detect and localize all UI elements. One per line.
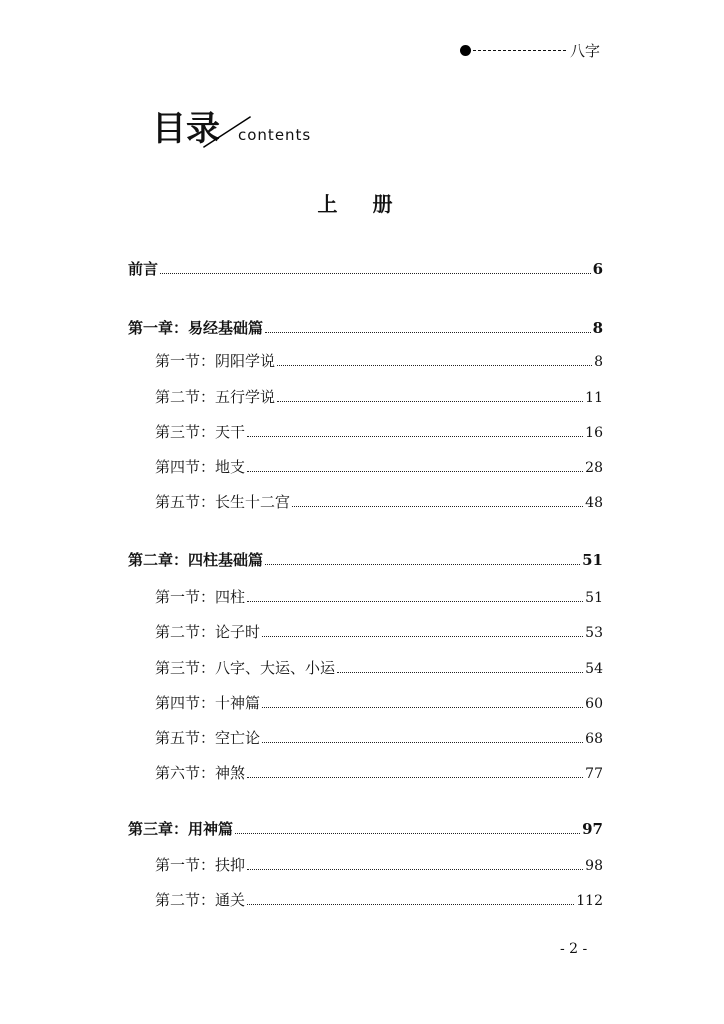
toc-entry-page: 77 (585, 766, 603, 782)
toc-section-entry (155, 692, 603, 714)
volume-title: 上 册 (317, 192, 407, 216)
toc-chapter-entry (128, 818, 603, 840)
toc-entry-page: 6 (592, 260, 603, 278)
toc-entry-label: 第四节：十神篇 (155, 694, 261, 712)
toc-section-entry (155, 421, 603, 443)
toc-entry-page: 68 (585, 731, 603, 747)
dot-leader (262, 707, 583, 708)
toc-entry-page: 8 (594, 354, 603, 370)
contents-logo-zh: 目录 (152, 109, 220, 149)
toc-entry-label: 第二节：五行学说 (155, 388, 276, 406)
toc-entry-page: 51 (585, 590, 603, 606)
toc-entry-label: 第二节：通关 (155, 891, 246, 909)
dot-leader (337, 672, 583, 673)
toc-section-entry (155, 657, 603, 679)
toc-entry-page: 53 (585, 625, 603, 641)
toc-entry-page: 28 (585, 460, 603, 476)
toc-section-entry (155, 762, 603, 784)
toc-entry-label: 第一节：四柱 (155, 588, 246, 606)
toc-entry-page: 112 (576, 893, 603, 909)
dot-leader (247, 777, 583, 778)
dot-leader (277, 365, 592, 366)
toc-section-entry (155, 586, 603, 608)
toc-entry-page: 97 (582, 820, 603, 838)
toc-chapter-entry (128, 317, 603, 339)
toc-section-entry (155, 456, 603, 478)
toc-entry-page: 16 (585, 425, 603, 441)
bullet-icon (460, 45, 471, 56)
running-header (460, 38, 600, 62)
toc-entry-label: 第一节：阴阳学说 (155, 352, 276, 370)
header-text: 八字 (569, 41, 600, 60)
toc-entry-page: 51 (582, 551, 603, 569)
toc-entry-page: 60 (585, 696, 603, 712)
header-dash-line (473, 50, 566, 51)
page-number: - 2 - (560, 941, 588, 957)
toc-entry-label: 第五节：空亡论 (155, 729, 261, 747)
toc-entry-label: 第五节：长生十二宫 (155, 493, 291, 511)
toc-entry-label: 第一章：易经基础篇 (128, 319, 264, 337)
toc-entry-label: 第一节：扶抑 (155, 856, 246, 874)
dot-leader (262, 636, 583, 637)
dot-leader (160, 273, 591, 274)
dot-leader (235, 833, 580, 834)
toc-entry-label: 第四节：地支 (155, 458, 246, 476)
toc-section-entry (155, 727, 603, 749)
toc-chapter-entry (128, 258, 603, 280)
dot-leader (262, 742, 583, 743)
toc-section-entry (155, 350, 603, 372)
dot-leader (292, 506, 583, 507)
dot-leader (247, 601, 583, 602)
toc-entry-page: 98 (585, 858, 603, 874)
toc-entry-page: 48 (585, 495, 603, 511)
contents-logo-en: contents (238, 126, 312, 144)
toc-entry-page: 11 (585, 390, 603, 406)
toc-entry-label: 第六节：神煞 (155, 764, 246, 782)
dot-leader (247, 436, 583, 437)
contents-logo (152, 109, 312, 149)
dot-leader (247, 471, 583, 472)
dot-leader (265, 332, 591, 333)
dot-leader (247, 869, 583, 870)
toc-entry-label: 第三章：用神篇 (128, 820, 234, 838)
toc-section-entry (155, 621, 603, 643)
toc-section-entry (155, 889, 603, 911)
toc-entry-label: 前言 (128, 260, 159, 278)
toc-entry-label: 第三节：天干 (155, 423, 246, 441)
toc-entry-page: 54 (585, 661, 603, 677)
toc-entry-page: 8 (592, 319, 603, 337)
toc-section-entry (155, 491, 603, 513)
toc-section-entry (155, 854, 603, 876)
toc-entry-label: 第二章：四柱基础篇 (128, 551, 264, 569)
dot-leader (265, 564, 580, 565)
toc-entry-label: 第二节：论子时 (155, 623, 261, 641)
toc-chapter-entry (128, 549, 603, 571)
dot-leader (247, 904, 574, 905)
toc-section-entry (155, 386, 603, 408)
toc-entry-label: 第三节：八字、大运、小运 (155, 659, 336, 677)
dot-leader (277, 401, 583, 402)
